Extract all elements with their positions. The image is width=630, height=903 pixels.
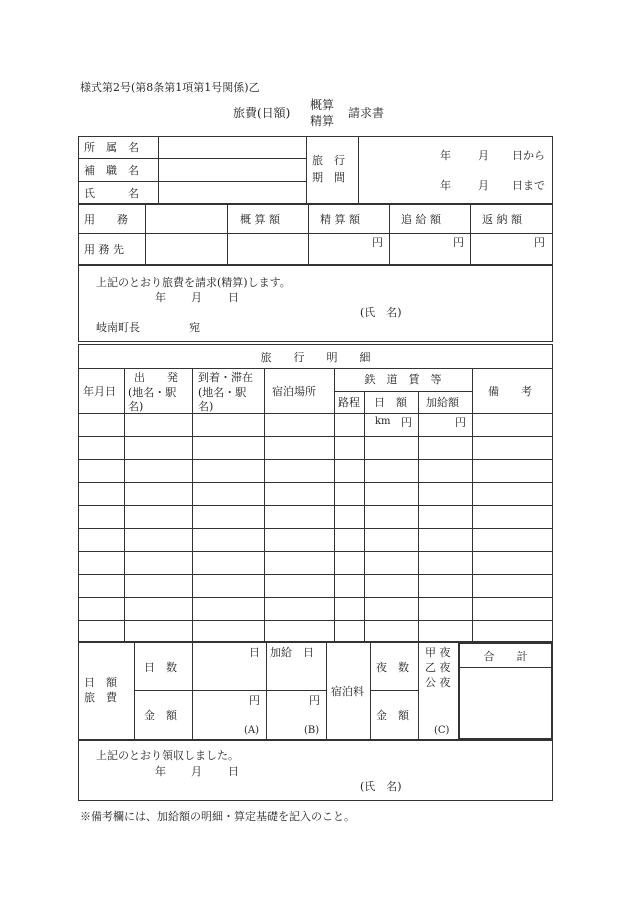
col-arrive-header-1: 到着・滞在 bbox=[198, 371, 253, 384]
col-arrive-header-3: 名) bbox=[198, 400, 214, 413]
col-rail-header: 鉄 道 賃 等 bbox=[364, 373, 442, 386]
col-distance-header: 路程 bbox=[338, 396, 360, 409]
days-unit: 日 bbox=[249, 646, 260, 659]
additional-amount-label: 追 給 額 bbox=[401, 213, 441, 226]
receipt-month: 月 bbox=[191, 765, 202, 778]
nights-label: 夜 数 bbox=[376, 661, 409, 674]
col-remarks-header: 備 考 bbox=[488, 385, 532, 398]
request-statement: 上記のとおり旅費を請求(精算)します。 bbox=[96, 276, 291, 289]
lodging-fee-label: 宿泊料 bbox=[331, 685, 364, 698]
period-from-month: 月 bbox=[478, 149, 489, 162]
period-from-year: 年 bbox=[440, 149, 451, 162]
footnote: ※備考欄には、加給額の明細・算定基礎を記入のこと。 bbox=[80, 810, 355, 823]
title-option-settle: 精算 bbox=[310, 114, 335, 128]
title-prefix: 旅費(日額) bbox=[233, 106, 291, 120]
night-type-c: 公 夜 bbox=[425, 676, 451, 689]
refund-amount-label: 返 納 額 bbox=[482, 213, 522, 226]
period-to-month: 月 bbox=[478, 179, 489, 192]
applicant-info-table bbox=[78, 136, 553, 204]
refund-yen-unit: 円 bbox=[534, 236, 545, 249]
assistant-title-label: 補 職 名 bbox=[84, 164, 139, 177]
title-option-estimate: 概算 bbox=[310, 98, 335, 112]
period-to-day: 日まで bbox=[512, 179, 545, 192]
amount-yen-unit-b: 円 bbox=[309, 694, 320, 707]
daily-allowance-label-1: 日 額 bbox=[84, 676, 117, 689]
receipt-day: 日 bbox=[228, 765, 239, 778]
col-lodging-header: 宿泊場所 bbox=[272, 385, 316, 398]
col-additional-header: 加給額 bbox=[426, 396, 459, 409]
destination-label: 用 務 先 bbox=[84, 243, 124, 256]
daily-allowance-label-2: 旅 費 bbox=[84, 691, 117, 704]
col-depart-header-3: 名) bbox=[128, 400, 144, 413]
request-signer: (氏 名) bbox=[360, 306, 402, 319]
distance-km-unit: km bbox=[375, 416, 391, 427]
request-day: 日 bbox=[228, 291, 239, 304]
mark-c: (C) bbox=[434, 725, 450, 736]
period-to-year: 年 bbox=[440, 179, 451, 192]
amount-label: 金 額 bbox=[144, 709, 177, 722]
request-month: 月 bbox=[191, 291, 202, 304]
travel-period-label-2: 期 間 bbox=[312, 171, 345, 184]
title-suffix: 請求書 bbox=[348, 106, 385, 120]
col-depart-header-2: (地名・駅 bbox=[128, 386, 177, 399]
receipt-signer: (氏 名) bbox=[360, 780, 402, 793]
receipt-year: 年 bbox=[155, 765, 166, 778]
form-code: 様式第2号(第8条第1項第1号関係)乙 bbox=[80, 81, 260, 94]
lodging-amount-label: 金 額 bbox=[376, 709, 409, 722]
travel-period-label-1: 旅 行 bbox=[312, 154, 345, 167]
estimate-amount-label: 概 算 額 bbox=[240, 213, 280, 226]
days-label: 日 数 bbox=[144, 661, 177, 674]
affiliation-label: 所 属 名 bbox=[84, 141, 139, 154]
name-label: 氏 名 bbox=[84, 187, 139, 200]
receipt-statement: 上記のとおり領収しました。 bbox=[96, 749, 239, 762]
mark-b: (B) bbox=[304, 725, 320, 736]
additional-yen-unit: 円 bbox=[455, 416, 466, 429]
business-label: 用 務 bbox=[84, 213, 128, 226]
night-type-b: 乙 夜 bbox=[425, 661, 451, 674]
request-year: 年 bbox=[155, 291, 166, 304]
col-arrive-header-2: (地名・駅 bbox=[198, 386, 247, 399]
col-date-header: 年月日 bbox=[83, 385, 116, 398]
daily-yen-unit: 円 bbox=[401, 416, 412, 429]
night-type-a: 甲 夜 bbox=[425, 646, 451, 659]
additional-days-label: 加給 日 bbox=[270, 646, 314, 659]
travel-details-title: 旅 行 明 細 bbox=[260, 351, 371, 364]
settle-yen-unit: 円 bbox=[372, 236, 383, 249]
col-daily-header: 日 額 bbox=[374, 396, 407, 409]
addressee-honorific: 宛 bbox=[189, 321, 200, 334]
amount-yen-unit-a: 円 bbox=[249, 694, 260, 707]
grand-total-label: 合 計 bbox=[483, 650, 528, 663]
mark-a: (A) bbox=[244, 725, 260, 736]
period-from-day: 日から bbox=[512, 149, 545, 162]
addressee: 岐南町長 bbox=[96, 321, 140, 334]
col-depart-header-1: 出 発 bbox=[134, 371, 178, 384]
settle-amount-label: 精 算 額 bbox=[320, 213, 360, 226]
additional-yen-unit: 円 bbox=[453, 236, 464, 249]
